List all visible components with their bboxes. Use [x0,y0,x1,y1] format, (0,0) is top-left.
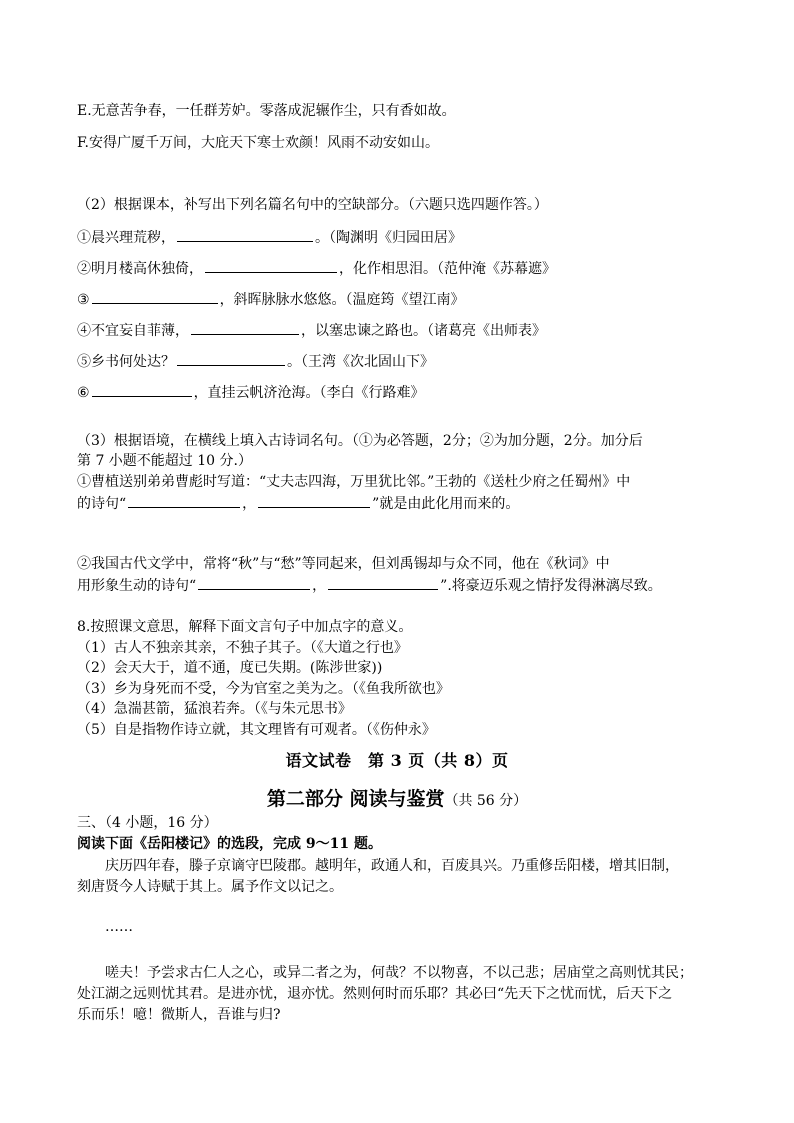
passage-paragraph-2-end: 乐而乐！噫！微斯人，吾谁与归? [77,1007,281,1023]
q7-3-item1: ①曹植送别弟弟曹彪时写道：“丈夫志四海，万里犹比邻。”王勃的《送杜少府之任蜀州》中 [77,474,631,490]
answer-blank[interactable] [92,382,192,397]
fill-text: ”就是由此化用而来的。 [372,496,520,512]
part2-score: （共 56 分） [444,793,528,809]
q7-3-item2-fill [77,575,724,596]
q8-title: 8.按照课文意思，解释下面文言句子中加点字的意义。 [77,619,413,635]
fill-item-text: ③ [77,292,90,308]
fill-item-text: ⑥ [77,385,90,401]
answer-blank[interactable] [191,320,299,335]
fill-item-text: ，直挂云帆济沧海。（李白《行路难》 [193,385,425,401]
q7-2-instruction: （2）根据课本，补写出下列名篇名句中的空缺部分。（六题只选四题作答。） [77,197,548,213]
fill-item-4 [77,320,724,341]
fill-item-5 [77,351,724,372]
q8-item: （2）会天大于，道不通，度已失期。(陈涉世家)) [77,660,383,676]
answer-blank[interactable] [92,289,218,304]
fill-text: ， [242,496,257,512]
answer-blank[interactable] [258,493,370,508]
part2-heading [0,786,794,814]
answer-blank[interactable] [128,493,240,508]
fill-item-text: ①晨兴理荒秽， [77,230,175,246]
q8-item: （1）古人不独亲其亲，不独子其子。（《大道之行也》 [77,640,408,656]
fill-item-text: 。（陶渊明《归园田居》 [315,230,462,246]
fill-item-text: ②明月楼高休独倚， [77,261,203,277]
passage-ellipsis: …… [105,919,133,935]
answer-blank[interactable] [177,227,313,242]
fill-text: 的诗句“ [77,496,127,512]
answer-blank[interactable] [177,351,285,366]
fill-item-1 [77,227,724,248]
fill-item-text: ，化作相思泪。（范仲淹《苏幕遮》 [339,261,556,277]
page-footer: 语文试卷 第 3 页（共 8）页 [285,751,509,770]
answer-blank[interactable] [198,575,310,590]
fill-item-text: ，斜晖脉脉水悠悠。（温庭筠《望江南》 [219,292,465,308]
q7-3-instruction: （3）根据语境，在横线上填入古诗词名句。（①为必答题，2分；②为加分题，2分。加分后 [77,433,643,449]
fill-item-text: 。（王湾《次北固山下》 [287,354,434,370]
part2-title: 第二部分 阅读与鉴赏 [266,788,445,810]
option-f: F.安得广厦千万间，大庇天下寒士欢颜！风雨不动安如山。 [77,135,439,151]
passage-paragraph-2-cont: 处江湖之远则忧其君。是进亦忧，退亦忧。然则何时而乐耶？其必曰“先天下之忧而忧，后天下之 [77,986,673,1002]
passage-paragraph-1: 庆历四年春，滕子京谪守巴陵郡。越明年，政通人和，百废具兴。乃重修岳阳楼，增其旧制， [105,858,679,874]
option-e: E.无意苦争春，一任群芳妒。零落成泥辗作尘，只有香如故。 [77,103,456,119]
q8-item: （5）自是指物作诗立就，其文理皆有可观者。（《伤仲永》 [77,722,436,738]
q7-3-instruction-cont: 第 7 小题不能超过 10 分.） [77,453,252,469]
fill-text: ， [312,578,327,594]
section3-prompt: 阅读下面《岳阳楼记》的选段，完成 9～11 题。 [77,836,382,852]
fill-item-3 [77,289,724,310]
fill-item-text: ④不宜妄自菲薄， [77,323,189,339]
q8-item: （4）急湍甚箭，猛浪若奔。（《与朱元思书》 [77,701,352,717]
section3-header: 三、（4 小题，16 分） [77,815,218,831]
q7-3-item1-fill [77,493,724,514]
fill-item-text: ⑤乡书何处达？ [77,354,175,370]
fill-item-text: ，以塞忠谏之路也。（诸葛亮《出师表》 [301,323,546,339]
q8-item: （3）乡为身死而不受，今为官室之美为之。（《鱼我所欲也》 [77,681,450,697]
fill-item-6 [77,382,724,403]
fill-text: 用形象生动的诗句“ [77,578,197,594]
answer-blank[interactable] [328,575,438,590]
q7-3-item2: ②我国古代文学中，常将“秋”与“愁”等同起来，但刘禹锡却与众不同，他在《秋词》中 [77,556,610,572]
answer-blank[interactable] [205,258,337,273]
fill-item-2 [77,258,724,279]
passage-paragraph-2: 嗟夫！予尝求古仁人之心，或异二者之为，何哉？不以物喜，不以己悲；居庙堂之高则忧其民； [105,965,693,981]
passage-paragraph-1-cont: 刻唐贤今人诗赋于其上。属予作文以记之。 [77,879,343,895]
fill-text: ”.将豪迈乐观之情抒发得淋漓尽致。 [440,578,662,594]
